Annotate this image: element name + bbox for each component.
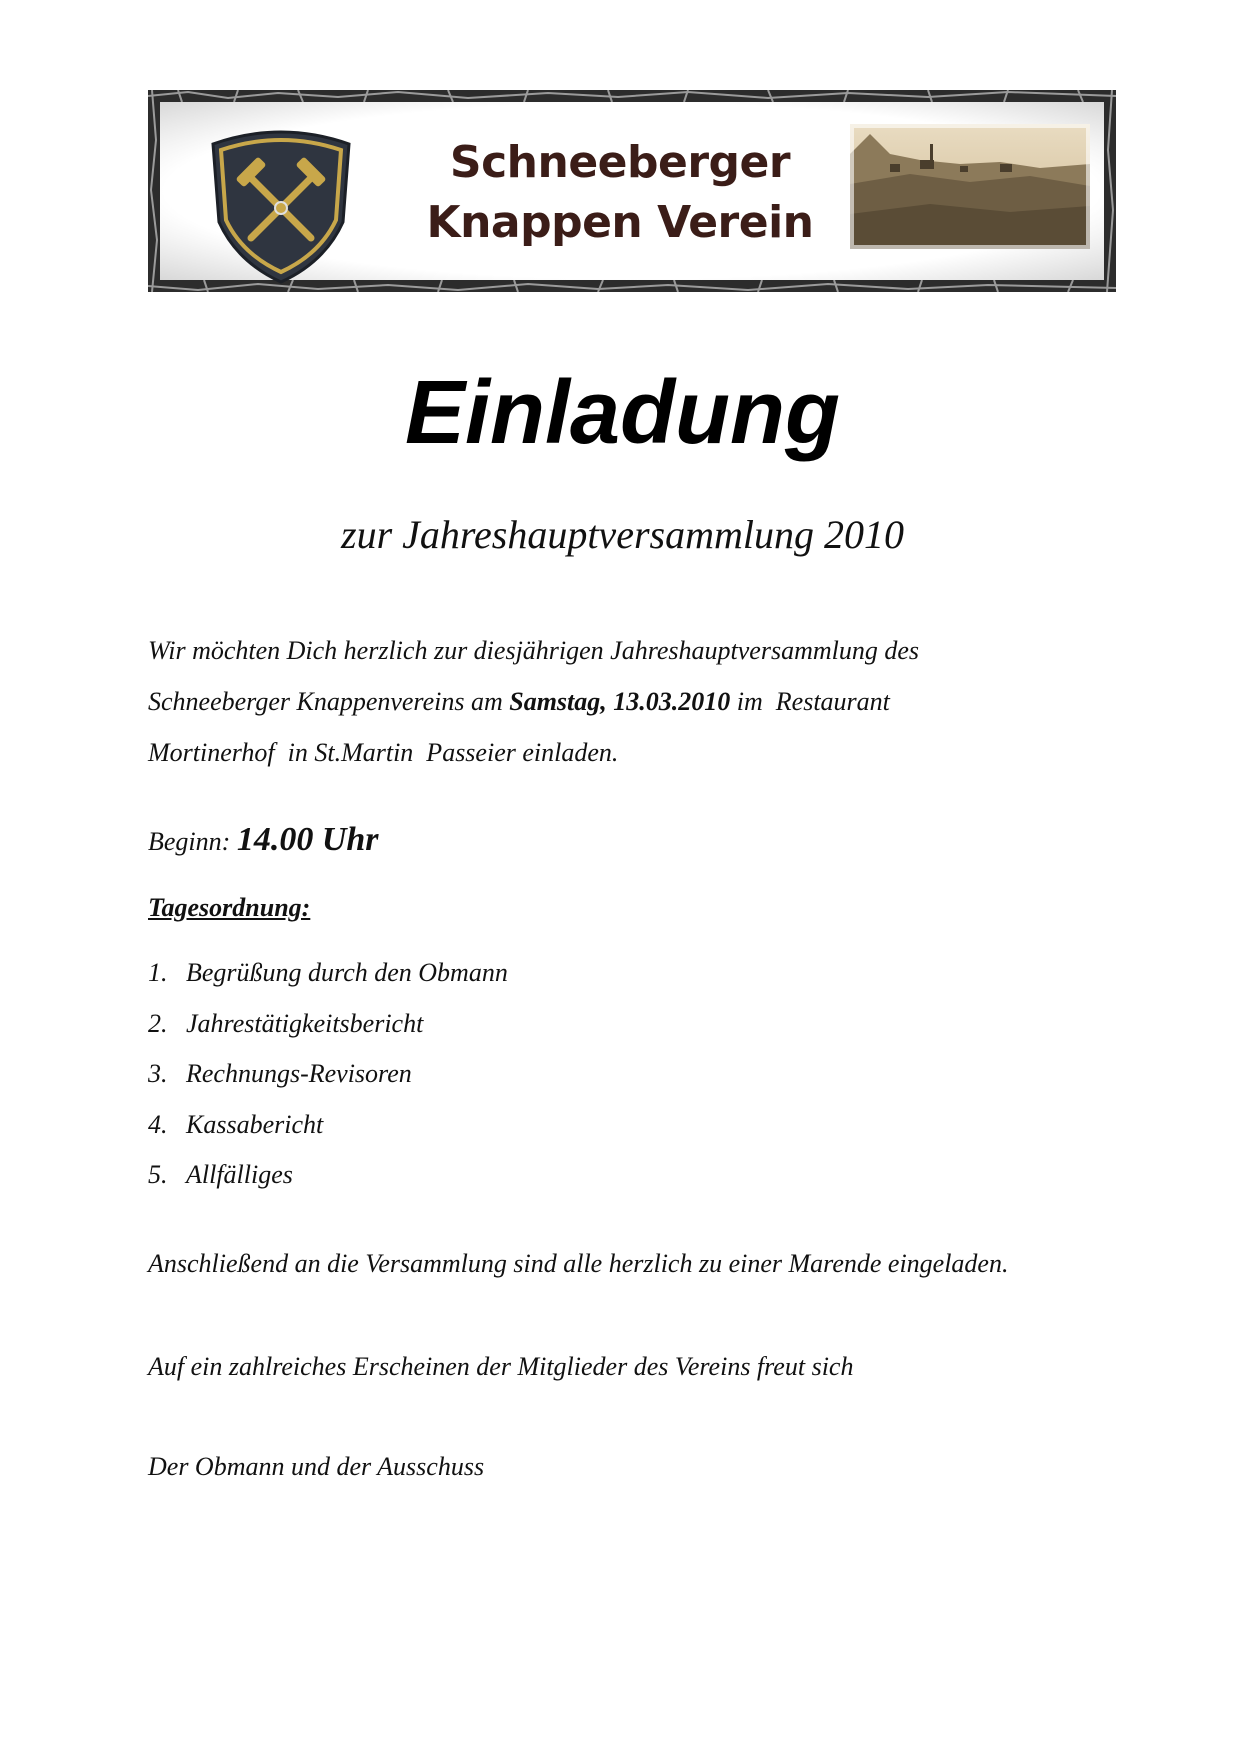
banner-title-line2: Knappen Verein [426, 197, 814, 248]
list-item-text: Rechnungs-Revisoren [186, 1059, 412, 1088]
list-item-number: 3. [148, 1059, 168, 1088]
list-item-number: 1. [148, 958, 168, 987]
intro-text-2: im Restaurant Mortinerhof in St.Martin Passeier einladen. [148, 687, 890, 767]
list-item [148, 955, 508, 1006]
crossed-hammers-crest-icon [205, 126, 357, 284]
page-title: Einladung [405, 363, 840, 463]
intro-paragraph [148, 625, 1098, 778]
list-item [148, 1107, 508, 1158]
mine-landscape-photo-icon [850, 124, 1090, 249]
closing-paragraph-2: Auf ein zahlreiches Erscheinen der Mitglieder des Vereins freut sich [148, 1352, 854, 1381]
begin-time: 14.00 Uhr [236, 821, 379, 858]
list-item [148, 1157, 508, 1208]
list-item-text: Jahrestätigkeitsbericht [186, 1008, 424, 1038]
list-item-text: Kassabericht [186, 1109, 324, 1139]
banner-panel [160, 102, 1104, 280]
begin-label: Beginn: [148, 827, 237, 856]
list-item-text: Allfälliges [186, 1160, 293, 1189]
list-item-text: Begrüßung durch den Obmann [186, 958, 508, 987]
closing-paragraph-1: Anschließend an die Versammlung sind alle herzlich zu einer Marende eingeladen. [148, 1249, 1009, 1278]
list-item-number: 4. [148, 1109, 168, 1139]
header-banner [148, 90, 1116, 292]
intro-date: Samstag, 13.03.2010 [509, 687, 731, 716]
begin-line [148, 818, 379, 864]
list-item [148, 1056, 508, 1107]
agenda-list [148, 955, 508, 1208]
agenda-title: Tagesordnung: [148, 893, 311, 922]
list-item-number: 5. [148, 1160, 168, 1189]
intro-text-1: Wir möchten Dich herzlich zur diesjährigen Jahreshauptversammlung des Schneeberger Knappenvereins am [148, 636, 919, 716]
banner-title-line1: Schneeberger [449, 137, 791, 188]
signature-line: Der Obmann und der Ausschuss [148, 1452, 485, 1481]
list-item-number: 2. [148, 1008, 168, 1038]
page-subtitle: zur Jahreshauptversammlung 2010 [341, 512, 904, 557]
list-item [148, 1006, 508, 1057]
